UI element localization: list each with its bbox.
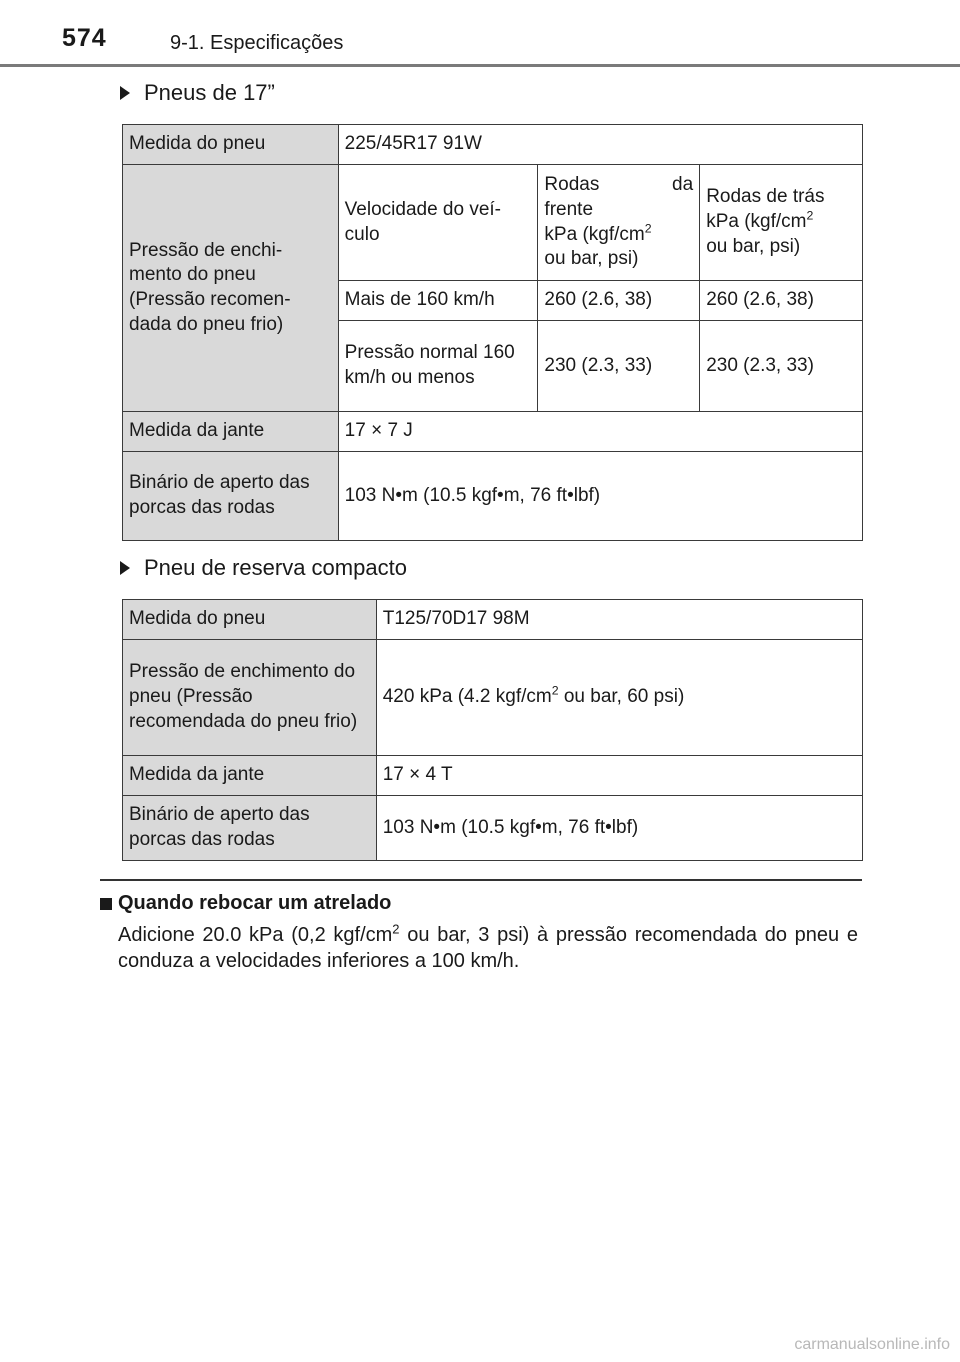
section-title: 9-1. Especificações — [170, 32, 344, 54]
tire-size-label: Medida do pneu — [123, 600, 377, 640]
torque-value: 103 N•m (10.5 kgf•m, 76 ft•lbf) — [376, 796, 862, 861]
tire-spec-table-spare — [122, 599, 863, 861]
subheading-text: Pneus de 17” — [144, 80, 275, 105]
pressure-label: Pressão de enchimento do pneu (Pressão recomendada do pneu frio) — [123, 640, 377, 756]
tire-size-value: 225/45R17 91W — [338, 125, 862, 165]
row1-rear: 260 (2.6, 38) — [700, 281, 863, 321]
col-rear-unit: kPa (kgf/cm — [706, 211, 807, 233]
subheading-text: Pneu de reserva compacto — [144, 555, 407, 580]
superscript: 2 — [806, 208, 814, 223]
watermark: carmanualsonline.info — [794, 1336, 950, 1353]
col-speed: Velocidade do veí- culo — [338, 165, 538, 281]
rim-label: Medida da jante — [123, 412, 339, 452]
header-rule — [0, 64, 960, 67]
col-rear — [700, 165, 863, 281]
superscript: 2 — [551, 683, 559, 698]
col-front-line: frente — [544, 198, 594, 220]
rim-value: 17 × 7 J — [338, 412, 862, 452]
row2-front: 230 (2.3, 33) — [538, 321, 700, 412]
note-body-part: ou bar, 3 psi) à pressão recomendada do pneu e conduza a velocidades inferiores a 100 km/h. — [118, 924, 858, 973]
pressure-value-part: ou bar, 60 psi) — [558, 686, 685, 708]
subheading-17-tires — [120, 80, 275, 106]
col-front-unit: kPa (kgf/cm — [544, 223, 645, 245]
table-row — [123, 600, 863, 640]
note-body — [118, 922, 858, 975]
table-row — [123, 165, 863, 281]
row1-front: 260 (2.6, 38) — [538, 281, 700, 321]
note-title — [100, 892, 391, 915]
row2-rear: 230 (2.3, 33) — [700, 321, 863, 412]
square-bullet-icon — [100, 898, 112, 910]
col-rear-line: ou bar, psi) — [706, 235, 801, 257]
col-front-line: Rodas da — [544, 174, 694, 196]
pressure-value-part: 420 kPa (4.2 kgf/cm — [382, 686, 552, 708]
table-row — [123, 796, 863, 861]
rim-label: Medida da jante — [123, 756, 377, 796]
page-number: 574 — [62, 24, 107, 52]
col-front — [538, 165, 700, 281]
table-row — [123, 412, 863, 452]
table-row — [123, 756, 863, 796]
tire-size-value: T125/70D17 98M — [376, 600, 862, 640]
col-rear-line: Rodas de trás — [706, 186, 825, 208]
torque-label: Binário de aperto das porcas das rodas — [123, 452, 339, 541]
row1-speed: Mais de 160 km/h — [338, 281, 538, 321]
note-body-part: Adicione 20.0 kPa (0,2 kgf/cm — [118, 924, 393, 946]
tire-spec-table-17 — [122, 124, 863, 541]
subheading-spare-tire — [120, 555, 407, 581]
pressure-label: Pressão de enchi- mento do pneu (Pressão recomen- dada do pneu frio) — [123, 165, 339, 412]
torque-value: 103 N•m (10.5 kgf•m, 76 ft•lbf) — [338, 452, 862, 541]
table-row — [123, 125, 863, 165]
row2-speed: Pressão normal 160 km/h ou menos — [338, 321, 538, 412]
tire-size-label: Medida do pneu — [123, 125, 339, 165]
section-divider — [100, 879, 862, 881]
col-front-line: ou bar, psi) — [544, 248, 639, 270]
torque-label: Binário de aperto das porcas das rodas — [123, 796, 377, 861]
triangle-bullet-icon — [120, 561, 130, 575]
pressure-value — [376, 640, 862, 756]
superscript: 2 — [392, 921, 400, 937]
table-row — [123, 640, 863, 756]
superscript: 2 — [644, 221, 652, 236]
table-row — [123, 452, 863, 541]
triangle-bullet-icon — [120, 86, 130, 100]
note-title-text: Quando rebocar um atrelado — [118, 892, 392, 914]
rim-value: 17 × 4 T — [376, 756, 862, 796]
